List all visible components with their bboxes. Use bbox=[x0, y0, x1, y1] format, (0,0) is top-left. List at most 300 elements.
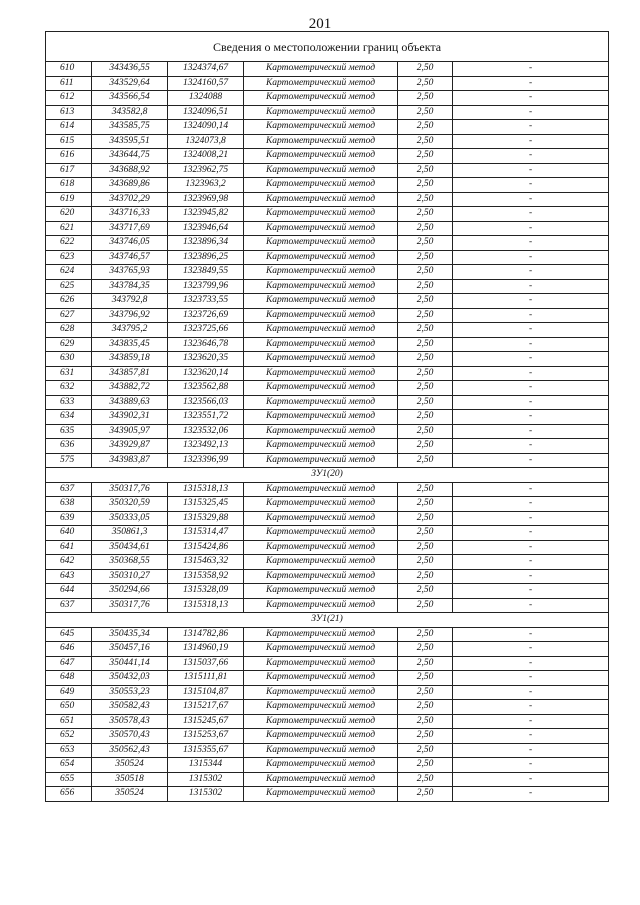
description-cell: - bbox=[453, 149, 609, 164]
accuracy-cell: 2,50 bbox=[398, 758, 453, 773]
y-coordinate-cell: 1315325,45 bbox=[168, 497, 244, 512]
method-cell: Картометрический метод bbox=[244, 410, 398, 425]
description-cell: - bbox=[453, 656, 609, 671]
description-cell: - bbox=[453, 91, 609, 106]
y-coordinate-cell: 1324073,8 bbox=[168, 134, 244, 149]
point-number-cell: 632 bbox=[46, 381, 92, 396]
point-number-cell: 614 bbox=[46, 120, 92, 135]
method-cell: Картометрический метод bbox=[244, 62, 398, 77]
description-cell: - bbox=[453, 627, 609, 642]
table-row bbox=[46, 221, 609, 236]
method-cell: Картометрический метод bbox=[244, 352, 398, 367]
y-coordinate-cell: 1315314,47 bbox=[168, 526, 244, 541]
point-number-cell: 640 bbox=[46, 526, 92, 541]
y-coordinate-cell: 1323620,35 bbox=[168, 352, 244, 367]
x-coordinate-cell: 350518 bbox=[92, 772, 168, 787]
y-coordinate-cell: 1315318,13 bbox=[168, 482, 244, 497]
table-row bbox=[46, 265, 609, 280]
accuracy-cell: 2,50 bbox=[398, 700, 453, 715]
table-row bbox=[46, 192, 609, 207]
y-coordinate-cell: 1315217,67 bbox=[168, 700, 244, 715]
y-coordinate-cell: 1323396,99 bbox=[168, 453, 244, 468]
point-number-cell: 652 bbox=[46, 729, 92, 744]
accuracy-cell: 2,50 bbox=[398, 221, 453, 236]
method-cell: Картометрический метод bbox=[244, 91, 398, 106]
x-coordinate-cell: 350457,16 bbox=[92, 642, 168, 657]
table-row bbox=[46, 352, 609, 367]
accuracy-cell: 2,50 bbox=[398, 526, 453, 541]
point-number-cell: 616 bbox=[46, 149, 92, 164]
x-coordinate-cell: 350434,61 bbox=[92, 540, 168, 555]
accuracy-cell: 2,50 bbox=[398, 729, 453, 744]
method-cell: Картометрический метод bbox=[244, 743, 398, 758]
y-coordinate-cell: 1324008,21 bbox=[168, 149, 244, 164]
method-cell: Картометрический метод bbox=[244, 700, 398, 715]
x-coordinate-cell: 343859,18 bbox=[92, 352, 168, 367]
x-coordinate-cell: 350570,43 bbox=[92, 729, 168, 744]
table-row bbox=[46, 584, 609, 599]
method-cell: Картометрический метод bbox=[244, 758, 398, 773]
x-coordinate-cell: 343796,92 bbox=[92, 308, 168, 323]
table-row bbox=[46, 62, 609, 77]
y-coordinate-cell: 1324096,51 bbox=[168, 105, 244, 120]
accuracy-cell: 2,50 bbox=[398, 62, 453, 77]
description-cell: - bbox=[453, 714, 609, 729]
method-cell: Картометрический метод bbox=[244, 685, 398, 700]
x-coordinate-cell: 350524 bbox=[92, 787, 168, 802]
table-row bbox=[46, 540, 609, 555]
accuracy-cell: 2,50 bbox=[398, 410, 453, 425]
accuracy-cell: 2,50 bbox=[398, 569, 453, 584]
x-coordinate-cell: 343688,92 bbox=[92, 163, 168, 178]
point-number-cell: 650 bbox=[46, 700, 92, 715]
point-number-cell: 654 bbox=[46, 758, 92, 773]
x-coordinate-cell: 350562,43 bbox=[92, 743, 168, 758]
accuracy-cell: 2,50 bbox=[398, 642, 453, 657]
method-cell: Картометрический метод bbox=[244, 279, 398, 294]
y-coordinate-cell: 1323492,13 bbox=[168, 439, 244, 454]
point-number-cell: 643 bbox=[46, 569, 92, 584]
x-coordinate-cell: 343905,97 bbox=[92, 424, 168, 439]
y-coordinate-cell: 1314782,86 bbox=[168, 627, 244, 642]
table-row bbox=[46, 120, 609, 135]
point-number-cell: 623 bbox=[46, 250, 92, 265]
accuracy-cell: 2,50 bbox=[398, 337, 453, 352]
point-number-cell: 634 bbox=[46, 410, 92, 425]
point-number-cell: 633 bbox=[46, 395, 92, 410]
accuracy-cell: 2,50 bbox=[398, 685, 453, 700]
accuracy-cell: 2,50 bbox=[398, 482, 453, 497]
x-coordinate-cell: 343983,87 bbox=[92, 453, 168, 468]
point-number-cell: 647 bbox=[46, 656, 92, 671]
table-row bbox=[46, 526, 609, 541]
description-cell: - bbox=[453, 526, 609, 541]
method-cell: Картометрический метод bbox=[244, 526, 398, 541]
y-coordinate-cell: 1323726,69 bbox=[168, 308, 244, 323]
description-cell: - bbox=[453, 410, 609, 425]
accuracy-cell: 2,50 bbox=[398, 439, 453, 454]
point-number-cell: 612 bbox=[46, 91, 92, 106]
description-cell: - bbox=[453, 642, 609, 657]
x-coordinate-cell: 343529,64 bbox=[92, 76, 168, 91]
method-cell: Картометрический метод bbox=[244, 221, 398, 236]
point-number-cell: 638 bbox=[46, 497, 92, 512]
y-coordinate-cell: 1315302 bbox=[168, 787, 244, 802]
description-cell: - bbox=[453, 337, 609, 352]
boundary-table bbox=[45, 31, 609, 802]
accuracy-cell: 2,50 bbox=[398, 656, 453, 671]
point-number-cell: 613 bbox=[46, 105, 92, 120]
point-number-cell: 622 bbox=[46, 236, 92, 251]
method-cell: Картометрический метод bbox=[244, 497, 398, 512]
description-cell: - bbox=[453, 352, 609, 367]
point-number-cell: 637 bbox=[46, 482, 92, 497]
method-cell: Картометрический метод bbox=[244, 105, 398, 120]
x-coordinate-cell: 343857,81 bbox=[92, 366, 168, 381]
y-coordinate-cell: 1315111,81 bbox=[168, 671, 244, 686]
accuracy-cell: 2,50 bbox=[398, 163, 453, 178]
x-coordinate-cell: 350435,34 bbox=[92, 627, 168, 642]
x-coordinate-cell: 343746,05 bbox=[92, 236, 168, 251]
point-number-cell: 628 bbox=[46, 323, 92, 338]
y-coordinate-cell: 1323733,55 bbox=[168, 294, 244, 309]
description-cell: - bbox=[453, 555, 609, 570]
method-cell: Картометрический метод bbox=[244, 134, 398, 149]
table-row bbox=[46, 569, 609, 584]
y-coordinate-cell: 1324090,14 bbox=[168, 120, 244, 135]
accuracy-cell: 2,50 bbox=[398, 395, 453, 410]
y-coordinate-cell: 1323799,96 bbox=[168, 279, 244, 294]
y-coordinate-cell: 1323566,03 bbox=[168, 395, 244, 410]
accuracy-cell: 2,50 bbox=[398, 76, 453, 91]
table-row bbox=[46, 482, 609, 497]
accuracy-cell: 2,50 bbox=[398, 714, 453, 729]
point-number-cell: 646 bbox=[46, 642, 92, 657]
accuracy-cell: 2,50 bbox=[398, 787, 453, 802]
description-cell: - bbox=[453, 424, 609, 439]
method-cell: Картометрический метод bbox=[244, 395, 398, 410]
accuracy-cell: 2,50 bbox=[398, 323, 453, 338]
x-coordinate-cell: 343795,2 bbox=[92, 323, 168, 338]
y-coordinate-cell: 1323532,06 bbox=[168, 424, 244, 439]
description-cell: - bbox=[453, 584, 609, 599]
y-coordinate-cell: 1323896,25 bbox=[168, 250, 244, 265]
x-coordinate-cell: 350432,03 bbox=[92, 671, 168, 686]
point-number-cell: 630 bbox=[46, 352, 92, 367]
y-coordinate-cell: 1315424,86 bbox=[168, 540, 244, 555]
y-coordinate-cell: 1315037,66 bbox=[168, 656, 244, 671]
y-coordinate-cell: 1315245,67 bbox=[168, 714, 244, 729]
x-coordinate-cell: 343835,45 bbox=[92, 337, 168, 352]
y-coordinate-cell: 1323849,55 bbox=[168, 265, 244, 280]
accuracy-cell: 2,50 bbox=[398, 236, 453, 251]
description-cell: - bbox=[453, 729, 609, 744]
table-row bbox=[46, 163, 609, 178]
x-coordinate-cell: 350310,27 bbox=[92, 569, 168, 584]
point-number-cell: 645 bbox=[46, 627, 92, 642]
description-cell: - bbox=[453, 758, 609, 773]
description-cell: - bbox=[453, 265, 609, 280]
method-cell: Картометрический метод bbox=[244, 163, 398, 178]
method-cell: Картометрический метод bbox=[244, 729, 398, 744]
y-coordinate-cell: 1323969,98 bbox=[168, 192, 244, 207]
point-number-cell: 621 bbox=[46, 221, 92, 236]
table-row bbox=[46, 337, 609, 352]
x-coordinate-cell: 350441,14 bbox=[92, 656, 168, 671]
method-cell: Картометрический метод bbox=[244, 439, 398, 454]
description-cell: - bbox=[453, 279, 609, 294]
accuracy-cell: 2,50 bbox=[398, 279, 453, 294]
method-cell: Картометрический метод bbox=[244, 323, 398, 338]
y-coordinate-cell: 1323620,14 bbox=[168, 366, 244, 381]
description-cell: - bbox=[453, 482, 609, 497]
point-number-cell: 611 bbox=[46, 76, 92, 91]
method-cell: Картометрический метод bbox=[244, 482, 398, 497]
description-cell: - bbox=[453, 323, 609, 338]
point-number-cell: 641 bbox=[46, 540, 92, 555]
table-row bbox=[46, 758, 609, 773]
accuracy-cell: 2,50 bbox=[398, 265, 453, 280]
x-coordinate-cell: 343702,29 bbox=[92, 192, 168, 207]
table-row bbox=[46, 410, 609, 425]
x-coordinate-cell: 343582,8 bbox=[92, 105, 168, 120]
table-row bbox=[46, 453, 609, 468]
description-cell: - bbox=[453, 192, 609, 207]
table-row bbox=[46, 671, 609, 686]
accuracy-cell: 2,50 bbox=[398, 627, 453, 642]
description-cell: - bbox=[453, 308, 609, 323]
y-coordinate-cell: 1323562,88 bbox=[168, 381, 244, 396]
table-row bbox=[46, 178, 609, 193]
point-number-cell: 629 bbox=[46, 337, 92, 352]
method-cell: Картометрический метод bbox=[244, 76, 398, 91]
x-coordinate-cell: 343716,33 bbox=[92, 207, 168, 222]
x-coordinate-cell: 343717,69 bbox=[92, 221, 168, 236]
description-cell: - bbox=[453, 163, 609, 178]
x-coordinate-cell: 343436,55 bbox=[92, 62, 168, 77]
description-cell: - bbox=[453, 671, 609, 686]
accuracy-cell: 2,50 bbox=[398, 120, 453, 135]
description-cell: - bbox=[453, 134, 609, 149]
method-cell: Картометрический метод bbox=[244, 250, 398, 265]
x-coordinate-cell: 343929,87 bbox=[92, 439, 168, 454]
point-number-cell: 648 bbox=[46, 671, 92, 686]
y-coordinate-cell: 1315344 bbox=[168, 758, 244, 773]
description-cell: - bbox=[453, 294, 609, 309]
table-row bbox=[46, 642, 609, 657]
table-row bbox=[46, 395, 609, 410]
table-row bbox=[46, 424, 609, 439]
table-title: Сведения о местоположении границ объекта bbox=[46, 32, 609, 62]
x-coordinate-cell: 343595,51 bbox=[92, 134, 168, 149]
section-header-row bbox=[46, 613, 609, 628]
x-coordinate-cell: 343746,57 bbox=[92, 250, 168, 265]
description-cell: - bbox=[453, 250, 609, 265]
description-cell: - bbox=[453, 105, 609, 120]
accuracy-cell: 2,50 bbox=[398, 91, 453, 106]
accuracy-cell: 2,50 bbox=[398, 555, 453, 570]
table-row bbox=[46, 134, 609, 149]
description-cell: - bbox=[453, 787, 609, 802]
accuracy-cell: 2,50 bbox=[398, 366, 453, 381]
accuracy-cell: 2,50 bbox=[398, 453, 453, 468]
x-coordinate-cell: 350317,76 bbox=[92, 482, 168, 497]
y-coordinate-cell: 1324088 bbox=[168, 91, 244, 106]
y-coordinate-cell: 1315302 bbox=[168, 772, 244, 787]
accuracy-cell: 2,50 bbox=[398, 308, 453, 323]
description-cell: - bbox=[453, 381, 609, 396]
table-row bbox=[46, 700, 609, 715]
accuracy-cell: 2,50 bbox=[398, 511, 453, 526]
x-coordinate-cell: 350294,66 bbox=[92, 584, 168, 599]
x-coordinate-cell: 350524 bbox=[92, 758, 168, 773]
y-coordinate-cell: 1315329,88 bbox=[168, 511, 244, 526]
y-coordinate-cell: 1323963,2 bbox=[168, 178, 244, 193]
table-row bbox=[46, 308, 609, 323]
section-header-row bbox=[46, 468, 609, 483]
method-cell: Картометрический метод bbox=[244, 178, 398, 193]
method-cell: Картометрический метод bbox=[244, 584, 398, 599]
point-number-cell: 642 bbox=[46, 555, 92, 570]
y-coordinate-cell: 1323646,78 bbox=[168, 337, 244, 352]
point-number-cell: 575 bbox=[46, 453, 92, 468]
point-number-cell: 624 bbox=[46, 265, 92, 280]
table-row bbox=[46, 105, 609, 120]
table-row bbox=[46, 729, 609, 744]
accuracy-cell: 2,50 bbox=[398, 192, 453, 207]
description-cell: - bbox=[453, 685, 609, 700]
table-row bbox=[46, 772, 609, 787]
accuracy-cell: 2,50 bbox=[398, 149, 453, 164]
table-row bbox=[46, 236, 609, 251]
y-coordinate-cell: 1315463,32 bbox=[168, 555, 244, 570]
table-row bbox=[46, 279, 609, 294]
y-coordinate-cell: 1323896,34 bbox=[168, 236, 244, 251]
accuracy-cell: 2,50 bbox=[398, 105, 453, 120]
y-coordinate-cell: 1315328,09 bbox=[168, 584, 244, 599]
table-row bbox=[46, 323, 609, 338]
description-cell: - bbox=[453, 743, 609, 758]
y-coordinate-cell: 1315253,67 bbox=[168, 729, 244, 744]
accuracy-cell: 2,50 bbox=[398, 207, 453, 222]
table-row bbox=[46, 511, 609, 526]
table-row bbox=[46, 555, 609, 570]
x-coordinate-cell: 350317,76 bbox=[92, 598, 168, 613]
point-number-cell: 637 bbox=[46, 598, 92, 613]
method-cell: Картометрический метод bbox=[244, 149, 398, 164]
y-coordinate-cell: 1314960,19 bbox=[168, 642, 244, 657]
method-cell: Картометрический метод bbox=[244, 236, 398, 251]
y-coordinate-cell: 1323946,64 bbox=[168, 221, 244, 236]
table-row bbox=[46, 656, 609, 671]
y-coordinate-cell: 1324374,67 bbox=[168, 62, 244, 77]
y-coordinate-cell: 1315355,67 bbox=[168, 743, 244, 758]
method-cell: Картометрический метод bbox=[244, 627, 398, 642]
table-row bbox=[46, 685, 609, 700]
table-row bbox=[46, 743, 609, 758]
x-coordinate-cell: 343644,75 bbox=[92, 149, 168, 164]
table-row bbox=[46, 714, 609, 729]
y-coordinate-cell: 1315358,92 bbox=[168, 569, 244, 584]
method-cell: Картометрический метод bbox=[244, 787, 398, 802]
method-cell: Картометрический метод bbox=[244, 207, 398, 222]
point-number-cell: 626 bbox=[46, 294, 92, 309]
accuracy-cell: 2,50 bbox=[398, 598, 453, 613]
method-cell: Картометрический метод bbox=[244, 598, 398, 613]
point-number-cell: 651 bbox=[46, 714, 92, 729]
point-number-cell: 620 bbox=[46, 207, 92, 222]
point-number-cell: 649 bbox=[46, 685, 92, 700]
x-coordinate-cell: 343902,31 bbox=[92, 410, 168, 425]
description-cell: - bbox=[453, 700, 609, 715]
point-number-cell: 631 bbox=[46, 366, 92, 381]
table-row bbox=[46, 439, 609, 454]
method-cell: Картометрический метод bbox=[244, 265, 398, 280]
table-row bbox=[46, 91, 609, 106]
point-number-cell: 610 bbox=[46, 62, 92, 77]
x-coordinate-cell: 343784,35 bbox=[92, 279, 168, 294]
accuracy-cell: 2,50 bbox=[398, 134, 453, 149]
description-cell: - bbox=[453, 207, 609, 222]
point-number-cell: 625 bbox=[46, 279, 92, 294]
accuracy-cell: 2,50 bbox=[398, 772, 453, 787]
x-coordinate-cell: 350578,43 bbox=[92, 714, 168, 729]
accuracy-cell: 2,50 bbox=[398, 584, 453, 599]
accuracy-cell: 2,50 bbox=[398, 381, 453, 396]
method-cell: Картометрический метод bbox=[244, 656, 398, 671]
x-coordinate-cell: 343689,86 bbox=[92, 178, 168, 193]
table-title-row bbox=[46, 32, 609, 62]
point-number-cell: 617 bbox=[46, 163, 92, 178]
table-row bbox=[46, 627, 609, 642]
x-coordinate-cell: 350582,43 bbox=[92, 700, 168, 715]
section-label: ЗУ1(21) bbox=[46, 613, 609, 628]
method-cell: Картометрический метод bbox=[244, 671, 398, 686]
accuracy-cell: 2,50 bbox=[398, 250, 453, 265]
method-cell: Картометрический метод bbox=[244, 337, 398, 352]
section-label: ЗУ1(20) bbox=[46, 468, 609, 483]
accuracy-cell: 2,50 bbox=[398, 497, 453, 512]
y-coordinate-cell: 1323725,66 bbox=[168, 323, 244, 338]
point-number-cell: 615 bbox=[46, 134, 92, 149]
method-cell: Картометрический метод bbox=[244, 192, 398, 207]
description-cell: - bbox=[453, 395, 609, 410]
accuracy-cell: 2,50 bbox=[398, 352, 453, 367]
y-coordinate-cell: 1315104,87 bbox=[168, 685, 244, 700]
point-number-cell: 618 bbox=[46, 178, 92, 193]
x-coordinate-cell: 343882,72 bbox=[92, 381, 168, 396]
description-cell: - bbox=[453, 366, 609, 381]
method-cell: Картометрический метод bbox=[244, 424, 398, 439]
y-coordinate-cell: 1324160,57 bbox=[168, 76, 244, 91]
accuracy-cell: 2,50 bbox=[398, 743, 453, 758]
point-number-cell: 655 bbox=[46, 772, 92, 787]
point-number-cell: 653 bbox=[46, 743, 92, 758]
x-coordinate-cell: 343765,93 bbox=[92, 265, 168, 280]
method-cell: Картометрический метод bbox=[244, 555, 398, 570]
accuracy-cell: 2,50 bbox=[398, 178, 453, 193]
x-coordinate-cell: 350320,59 bbox=[92, 497, 168, 512]
table-row bbox=[46, 598, 609, 613]
point-number-cell: 635 bbox=[46, 424, 92, 439]
y-coordinate-cell: 1323551,72 bbox=[168, 410, 244, 425]
x-coordinate-cell: 343889,63 bbox=[92, 395, 168, 410]
x-coordinate-cell: 343792,8 bbox=[92, 294, 168, 309]
x-coordinate-cell: 343566,54 bbox=[92, 91, 168, 106]
description-cell: - bbox=[453, 540, 609, 555]
page-number: 201 bbox=[308, 16, 332, 32]
table-row bbox=[46, 250, 609, 265]
